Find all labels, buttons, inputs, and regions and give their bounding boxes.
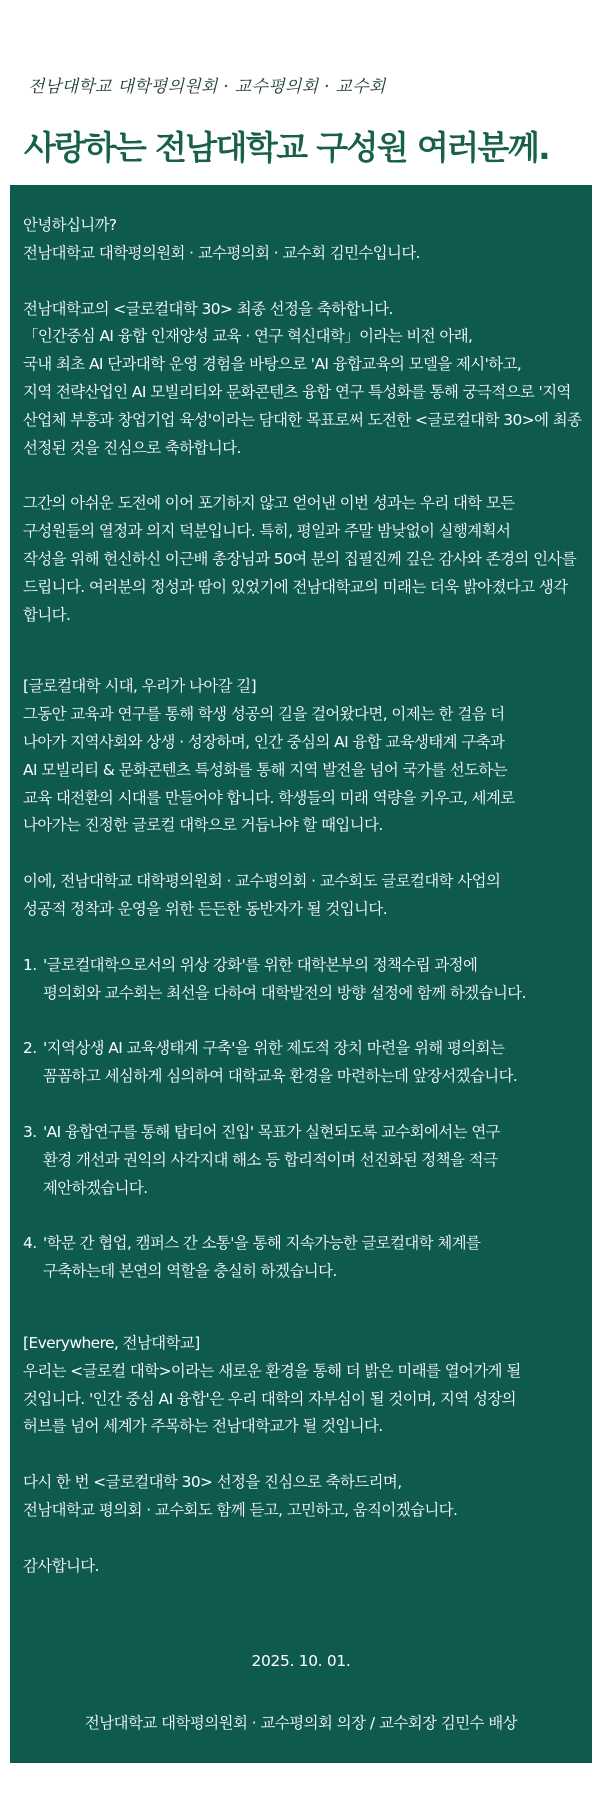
page-header — [0, 0, 600, 185]
pledge-item — [23, 952, 585, 1008]
paragraph-line: 그동안 교육과 연구를 통해 학생 성공의 길을 걸어왔다면, 이제는 한 걸음 더 — [23, 705, 505, 724]
item-line: 'AI 융합연구를 통해 탑티어 진입' 목표가 실현되도록 교수회에서는 연구 — [43, 1122, 500, 1141]
spacer — [23, 1441, 585, 1469]
pledge-item — [23, 1230, 585, 1286]
item-number: 2. — [23, 1039, 37, 1058]
org-line: 전남대학교 대학평의원회 · 교수평의회 · 교수회 — [28, 77, 386, 97]
closing-line: 다시 한 번 <글로컬대학 30> 선정을 진심으로 축하드리며, — [23, 1473, 402, 1492]
spacer — [23, 1007, 585, 1035]
paragraph-line: 합니다. — [23, 605, 71, 624]
paragraph-line: 성공적 정착과 운영을 위한 든든한 동반자가 될 것입니다. — [23, 899, 388, 918]
item-text — [43, 952, 585, 1008]
paragraph-line: 것입니다. '인간 중심 AI 융합'은 우리 대학의 자부심이 될 것이며, 지역 성장의 — [23, 1389, 516, 1408]
pledge-item — [23, 1035, 585, 1091]
paragraph-line: 전남대학교의 <글로컬대학 30> 최종 선정을 축하합니다. — [23, 299, 393, 318]
letter-body — [23, 212, 585, 1580]
spacer — [23, 1202, 585, 1230]
spacer — [23, 629, 585, 673]
spacer — [23, 1286, 585, 1330]
item-line: 구축하는데 본연의 역할을 충실히 하겠습니다. — [43, 1262, 337, 1281]
item-text — [43, 1119, 585, 1202]
item-line: 평의회와 교수회는 최선을 다하여 대학발전의 방향 설정에 함께 하겠습니다. — [43, 983, 526, 1002]
spacer — [23, 840, 585, 868]
paragraph-line: 국내 최초 AI 단과대학 운영 경험을 바탕으로 'AI 융합교육의 모델을 제시'하고, — [23, 355, 522, 374]
paragraph-line: 그간의 아쉬운 도전에 이어 포기하지 않고 얻어낸 이번 성과는 우리 대학 모든 — [23, 494, 515, 513]
paragraph-line: 드립니다. 여러분의 정성과 땀이 있었기에 전남대학교의 미래는 더욱 밝아졌다고 생각 — [23, 577, 568, 596]
spacer — [23, 924, 585, 952]
pledge-item — [23, 1119, 585, 1202]
item-line: '글로컬대학으로서의 위상 강화'를 위한 대학본부의 정책수립 과정에 — [43, 955, 478, 974]
paragraph-line: 작성을 위해 헌신하신 이근배 총장님과 50여 분의 집필진께 깊은 감사와 존경의 인사를 — [23, 549, 577, 568]
paragraph-line: 우리는 <글로컬 대학>이라는 새로운 환경을 통해 더 밝은 미래를 열어가게 될 — [23, 1361, 521, 1380]
section-heading: [글로컬대학 시대, 우리가 나아갈 길] — [23, 677, 257, 696]
paragraph-line: 지역 전략산업인 AI 모빌리티와 문화콘텐츠 융합 연구 특성화를 통해 궁극적으로 '지역 — [23, 382, 571, 401]
item-line: '학문 간 협업, 캠퍼스 간 소통'을 통해 지속가능한 글로컬대학 체계를 — [43, 1234, 481, 1253]
paragraph-line: AI 모빌리티 & 문화콘텐츠 특성화를 통해 지역 발전을 넘어 국가를 선도하는 — [23, 760, 508, 779]
paragraph-line: 산업체 부흥과 창업기업 육성'이라는 담대한 목표로써 도전한 <글로컬대학 30>에 최종 — [23, 410, 582, 429]
paragraph-line: 이에, 전남대학교 대학평의원회 · 교수평의회 · 교수회도 글로컬대학 사업의 — [23, 872, 501, 891]
item-line: '지역상생 AI 교육생태계 구축'을 위한 제도적 장치 마련을 위해 평의회는 — [43, 1039, 505, 1058]
paragraph-line: 선정된 것을 진심으로 축하합니다. — [23, 438, 241, 457]
item-line: 꼼꼼하고 세심하게 심의하여 대학교육 환경을 마련하는데 앞장서겠습니다. — [43, 1067, 518, 1086]
item-number: 3. — [23, 1122, 37, 1141]
paragraph-line: 「인간중심 AI 융합 인재양성 교육 · 연구 혁신대학」이라는 비전 아래, — [23, 327, 473, 346]
item-text — [43, 1035, 585, 1091]
paragraph-line: 구성원들의 열정과 의지 덕분입니다. 특히, 평일과 주말 밤낮없이 실행계획서 — [23, 522, 511, 541]
item-text — [43, 1230, 585, 1286]
thanks-line: 감사합니다. — [23, 1556, 99, 1575]
spacer — [23, 462, 585, 490]
item-number: 1. — [23, 955, 37, 974]
item-number: 4. — [23, 1234, 37, 1253]
letter-signature: 전남대학교 대학평의원회 · 교수평의회 의장 / 교수회장 김민수 배상 — [84, 1714, 518, 1732]
paragraph-line: 나아가 지역사회와 상생 · 성장하며, 인간 중심의 AI 융합 교육생태계 구축과 — [23, 732, 505, 751]
spacer — [23, 1525, 585, 1553]
letter-date: 2025. 10. 01. — [251, 1652, 351, 1670]
item-line: 제안하겠습니다. — [43, 1178, 148, 1197]
spacer — [23, 1091, 585, 1119]
greeting-line: 전남대학교 대학평의원회 · 교수평의회 · 교수회 김민수입니다. — [23, 243, 421, 262]
paragraph-line: 교육 대전환의 시대를 만들어야 합니다. 학생들의 미래 역량을 키우고, 세계로 — [23, 788, 515, 807]
paragraph-line: 허브를 넘어 세계가 주목하는 전남대학교가 될 것입니다. — [23, 1417, 383, 1436]
closing-line: 전남대학교 평의회 · 교수회도 함께 듣고, 고민하고, 움직이겠습니다. — [23, 1500, 458, 1519]
item-line: 환경 개선과 권익의 사각지대 해소 등 합리적이며 선진화된 정책을 적극 — [43, 1150, 498, 1169]
page-title: 사랑하는 전남대학교 구성원 여러분께. — [24, 128, 550, 167]
section-heading: [Everywhere, 전남대학교] — [23, 1333, 200, 1352]
paragraph-line: 나아가는 진정한 글로컬 대학으로 거듭나야 할 때입니다. — [23, 816, 383, 835]
spacer — [23, 268, 585, 296]
letter-card — [10, 185, 592, 1763]
greeting-line: 안녕하십니까? — [23, 216, 117, 234]
